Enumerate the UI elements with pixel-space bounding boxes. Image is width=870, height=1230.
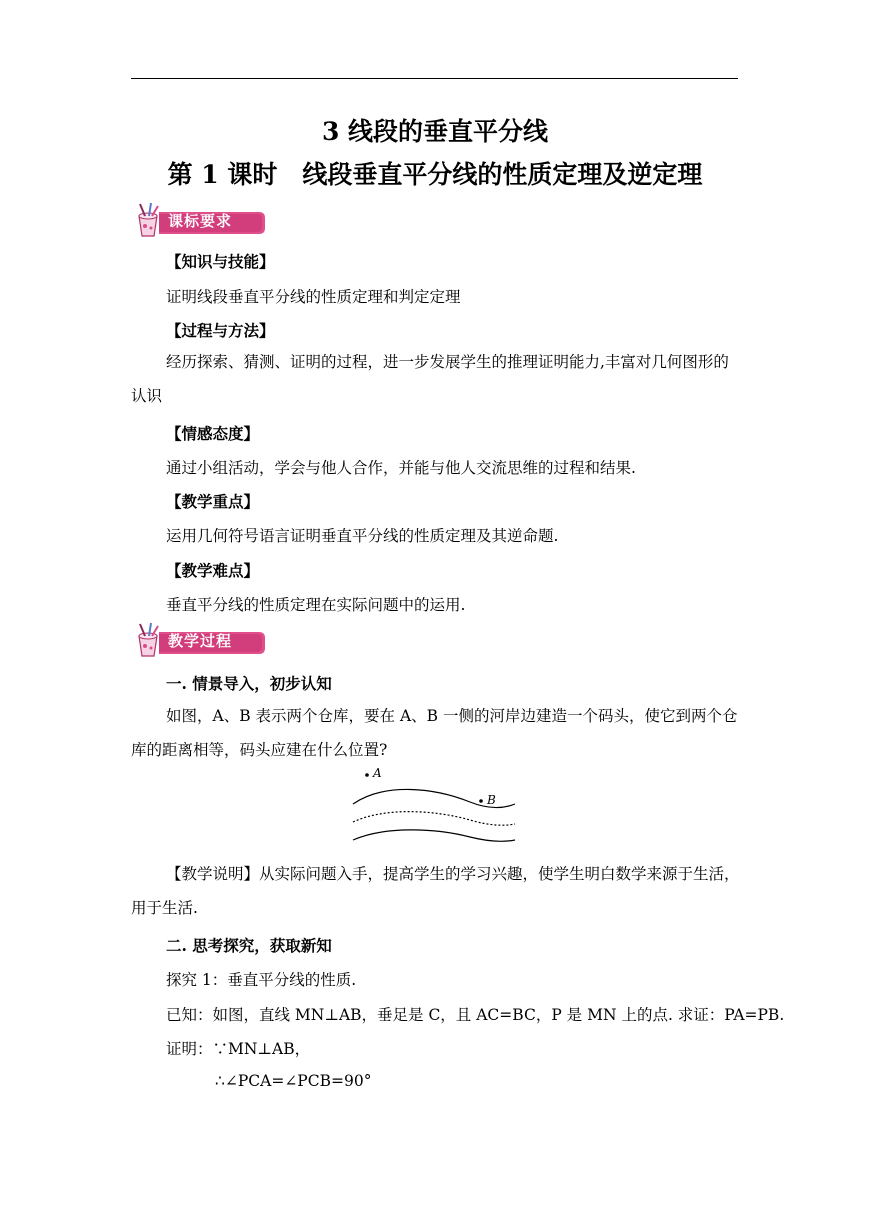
river-figure — [345, 762, 525, 862]
page-subtitle: 第 1 课时 线段垂直平分线的性质定理及逆定理 — [167, 160, 703, 189]
section-banner-process — [131, 622, 266, 658]
banner-label: 教学过程 — [168, 632, 233, 650]
banner-label: 课标要求 — [168, 212, 233, 230]
proof-line-1: 证明：∵MN⊥AB， — [166, 1040, 311, 1058]
section-banner-curriculum — [131, 202, 266, 238]
key-point-text: 运用几何符号语言证明垂直平分线的性质定理及其逆命题. — [166, 527, 559, 545]
given-text: 已知：如图，直线 MN⊥AB，垂足是 C，且 AC=BC，P 是 MN 上的点. 求证：PA=PB. — [166, 1006, 785, 1024]
part2-heading: 二. 思考探究，获取新知 — [166, 936, 332, 955]
knowledge-text: 证明线段垂直平分线的性质定理和判定定理 — [166, 288, 461, 306]
part1-heading: 一. 情景导入，初步认知 — [166, 674, 332, 693]
point-a-label: A — [373, 766, 382, 780]
part1-text: 如图，A、B 表示两个仓库，要在 A、B 一侧的河岸边建造一个码头，使它到两个仓库的距离相等，码头应建在什么位置? — [131, 707, 738, 759]
header-rule — [131, 78, 738, 79]
point-a — [365, 773, 369, 777]
section-heading-key-point: 【教学重点】 — [166, 492, 260, 511]
section-heading-emotion: 【情感态度】 — [166, 424, 260, 443]
section-heading-process: 【过程与方法】 — [166, 321, 275, 340]
section-heading-difficulty: 【教学难点】 — [166, 561, 260, 580]
explore1-text: 探究 1：垂直平分线的性质. — [166, 971, 357, 989]
process-text: 经历探索、猜测、证明的过程，进一步发展学生的推理证明能力,丰富对几何图形的认识 — [131, 353, 729, 405]
emotion-text: 通过小组活动，学会与他人合作，并能与他人交流思维的过程和结果. — [166, 459, 636, 477]
section-heading-knowledge: 【知识与技能】 — [166, 252, 275, 271]
point-b-label: B — [487, 793, 496, 807]
river-center-dotted — [353, 812, 515, 826]
proof-line-2: ∴∠PCA=∠PCB=90° — [215, 1072, 372, 1090]
page-title: 3 线段的垂直平分线 — [321, 117, 549, 146]
difficulty-text: 垂直平分线的性质定理在实际问题中的运用. — [166, 596, 466, 614]
teaching-note: 【教学说明】从实际问题入手，提高学生的学习兴趣，使学生明白数学来源于生活，用于生活. — [131, 865, 740, 917]
river-bank-lower — [353, 830, 515, 841]
point-b — [479, 799, 483, 803]
